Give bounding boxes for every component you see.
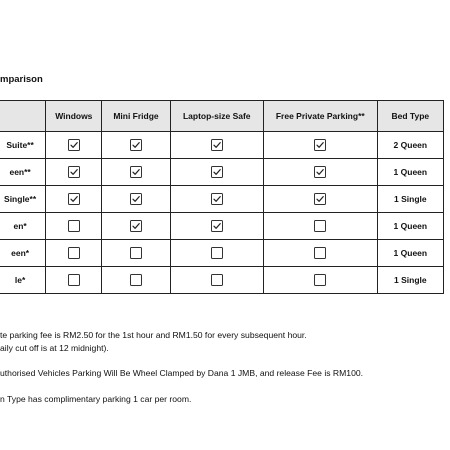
mini-fridge-cell [102, 132, 170, 159]
free-parking-cell [263, 186, 377, 213]
laptop-safe-cell [170, 267, 263, 294]
laptop-safe-cell [170, 159, 263, 186]
bed-type-cell: 1 Single [377, 267, 443, 294]
note-complimentary-parking: n Type has complimentary parking 1 car per room. [0, 393, 192, 404]
laptop-safe-cell [170, 213, 263, 240]
checked-checkbox-icon [211, 166, 223, 178]
room-comparison-table [0, 100, 444, 294]
checked-checkbox-icon [211, 193, 223, 205]
room-name-cell: Suite** [0, 132, 46, 159]
laptop-safe-cell [170, 132, 263, 159]
checked-checkbox-icon [314, 193, 326, 205]
note-parking-fee: te parking fee is RM2.50 for the 1st hour and RM1.50 for every subsequent hour. [0, 330, 307, 340]
free-parking-cell [263, 159, 377, 186]
windows-cell [46, 186, 102, 213]
windows-cell [46, 159, 102, 186]
windows-cell [46, 213, 102, 240]
table-row [0, 213, 444, 240]
table-row [0, 159, 444, 186]
table-row [0, 267, 444, 294]
room-name-cell: en* [0, 213, 46, 240]
free-parking-cell [263, 213, 377, 240]
header-free-parking: Free Private Parking** [263, 101, 377, 132]
section-heading: mparison [0, 74, 43, 85]
free-parking-cell [263, 240, 377, 267]
checked-checkbox-icon [314, 139, 326, 151]
room-name-cell: een* [0, 240, 46, 267]
empty-checkbox-icon [130, 247, 142, 259]
empty-checkbox-icon [211, 247, 223, 259]
header-mini-fridge: Mini Fridge [102, 101, 170, 132]
checked-checkbox-icon [314, 166, 326, 178]
empty-checkbox-icon [314, 220, 326, 232]
bed-type-cell: 1 Queen [377, 159, 443, 186]
empty-checkbox-icon [211, 274, 223, 286]
windows-cell [46, 240, 102, 267]
header-windows: Windows [46, 101, 102, 132]
table-row [0, 186, 444, 213]
note-wheel-clamp: uthorised Vehicles Parking Will Be Wheel Clamped by Dana 1 JMB, and release Fee is RM100. [0, 368, 364, 378]
header-laptop-safe: Laptop-size Safe [170, 101, 263, 132]
note-cutoff: aily cut off is at 12 midnight). [0, 342, 109, 353]
empty-checkbox-icon [68, 220, 80, 232]
table-header-row [0, 101, 444, 132]
parking-notes [0, 329, 363, 405]
checked-checkbox-icon [130, 139, 142, 151]
empty-checkbox-icon [314, 247, 326, 259]
room-name-cell: een** [0, 159, 46, 186]
checked-checkbox-icon [211, 220, 223, 232]
table-row [0, 132, 444, 159]
checked-checkbox-icon [130, 193, 142, 205]
free-parking-cell [263, 132, 377, 159]
mini-fridge-cell [102, 186, 170, 213]
checked-checkbox-icon [211, 139, 223, 151]
header-corner-cell [0, 101, 46, 132]
checked-checkbox-icon [130, 166, 142, 178]
windows-cell [46, 267, 102, 294]
mini-fridge-cell [102, 267, 170, 294]
laptop-safe-cell [170, 186, 263, 213]
bed-type-cell: 1 Queen [377, 213, 443, 240]
empty-checkbox-icon [130, 274, 142, 286]
windows-cell [46, 132, 102, 159]
header-bed-type: Bed Type [377, 101, 443, 132]
bed-type-cell: 2 Queen [377, 132, 443, 159]
empty-checkbox-icon [314, 274, 326, 286]
empty-checkbox-icon [68, 274, 80, 286]
mini-fridge-cell [102, 240, 170, 267]
free-parking-cell [263, 267, 377, 294]
bed-type-cell: 1 Queen [377, 240, 443, 267]
table-row [0, 240, 444, 267]
checked-checkbox-icon [130, 220, 142, 232]
room-name-cell: le* [0, 267, 46, 294]
bed-type-cell: 1 Single [377, 186, 443, 213]
room-name-cell: Single** [0, 186, 46, 213]
mini-fridge-cell [102, 159, 170, 186]
laptop-safe-cell [170, 240, 263, 267]
checked-checkbox-icon [68, 166, 80, 178]
mini-fridge-cell [102, 213, 170, 240]
checked-checkbox-icon [68, 139, 80, 151]
checked-checkbox-icon [68, 193, 80, 205]
empty-checkbox-icon [68, 247, 80, 259]
